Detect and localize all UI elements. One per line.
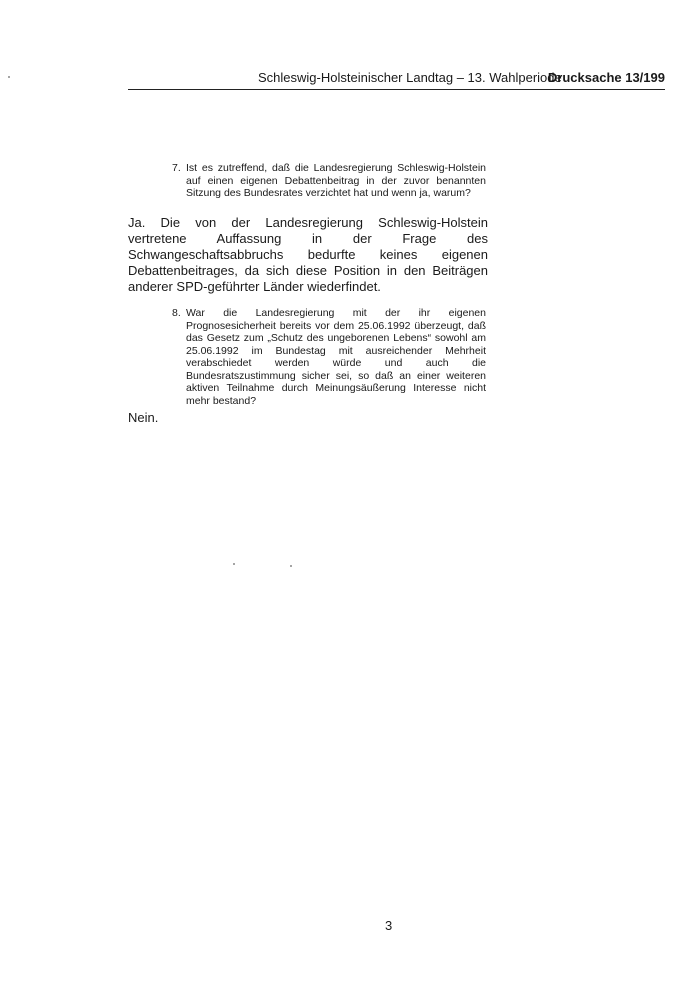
question-7 [172,162,486,200]
question-8 [172,307,486,407]
answer-7: Ja. Die von der Landesregierung Schleswig-Holstein vertretene Auffassung in der Frage des Schwangeschaftsabbruchs bedurfte keines eigenen Debattenbeitrages, da sich diese Position in den Beiträgen anderer SPD-geführter Länder wiederfindet. [128,215,488,294]
scan-speck [233,563,235,565]
page-header [128,70,665,90]
question-text: War die Landesregierung mit der ihr eigenen Prognosesicherheit bereits vor dem 25.06.1992 überzeugt, daß das Gesetz zum „Schutz des ungeborenen Lebens“ sowohl am 25.06.1992 im Bundestag mit ausreichender Mehrheit verabschiedet werden würde und auch die Bundesratszustimmung sicher sei, so daß an einer weiteren aktiven Teilnahme durch Meinungsäußerung Interesse nicht mehr bestand? [186,307,486,407]
question-number: 7. [172,162,181,174]
scan-speck [290,565,292,567]
scan-speck [8,76,10,78]
question-number: 8. [172,307,181,319]
header-title: Schleswig-Holsteinischer Landtag – 13. Wahlperiode [258,70,562,85]
document-number: Drucksache 13/199 [547,70,665,85]
answer-8: Nein. [128,410,159,425]
page-number: 3 [385,918,393,933]
question-text: Ist es zutreffend, daß die Landesregierung Schleswig-Holstein auf einen eigenen Debattenbeitrag in der zuvor benannten Sitzung des Bundesrates verzichtet hat und wenn ja, warum? [186,162,486,199]
header-rule [128,89,665,90]
